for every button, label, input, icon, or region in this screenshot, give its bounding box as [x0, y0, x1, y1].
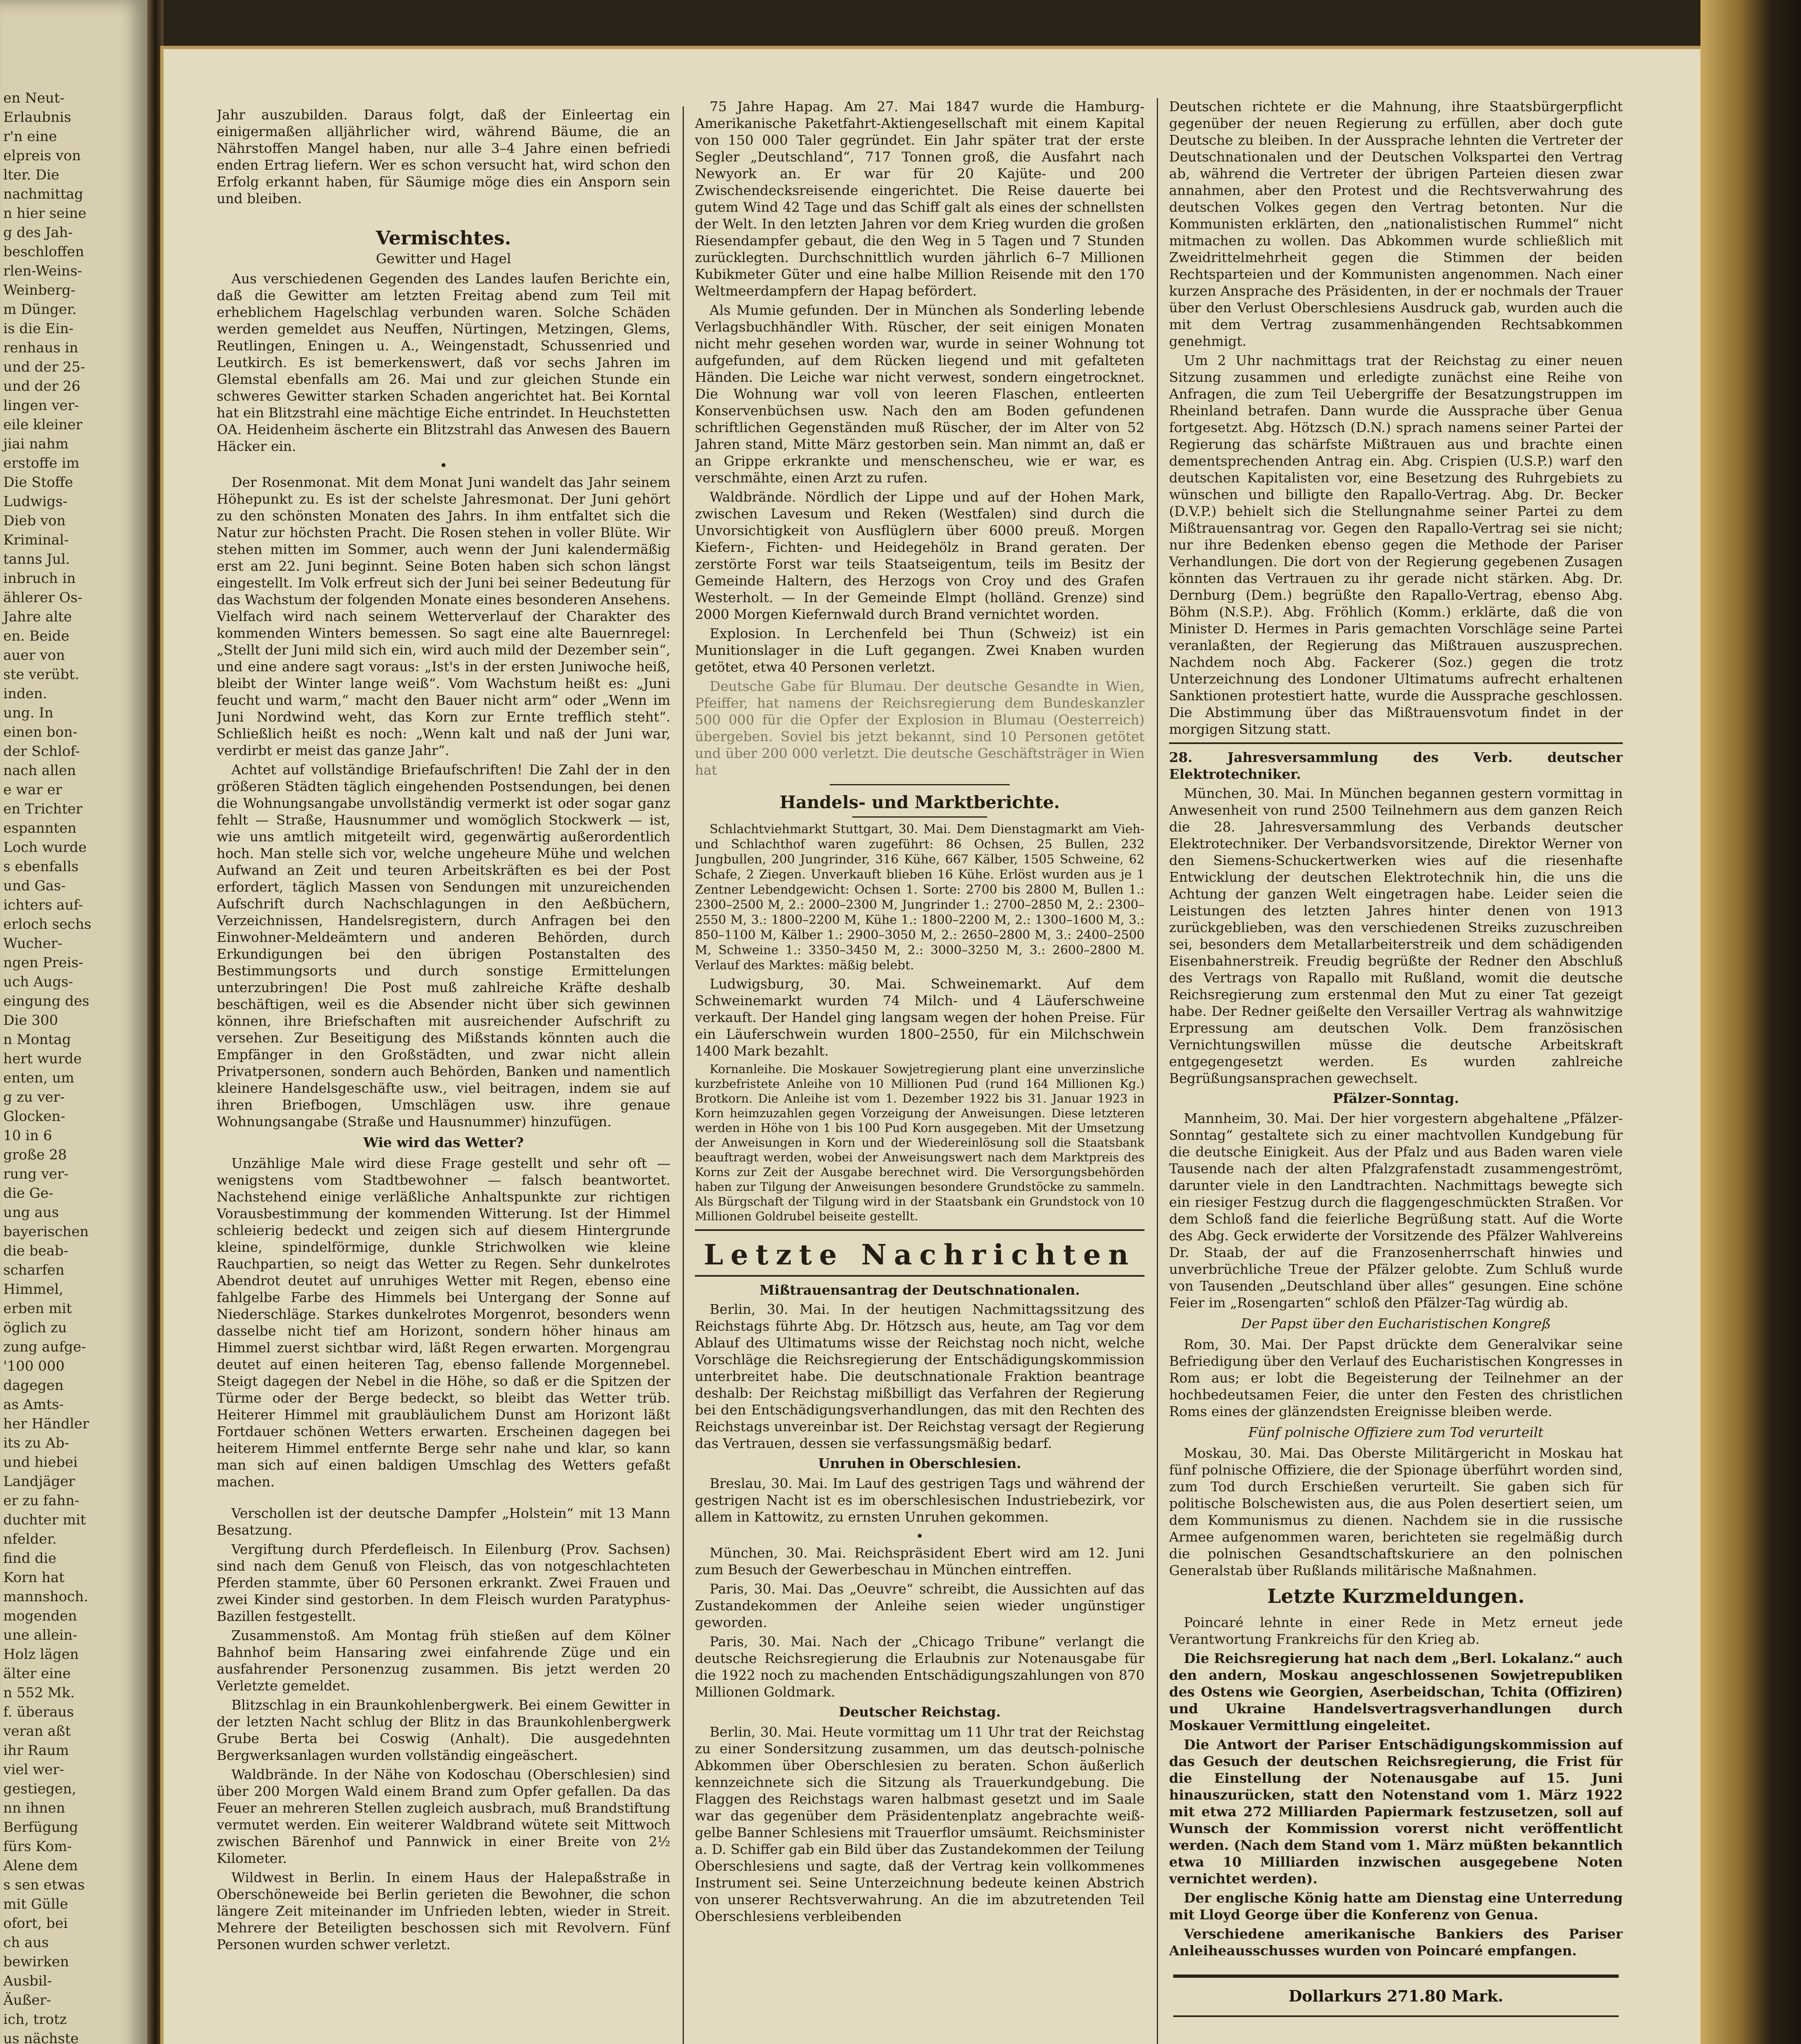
- rule-etech: [1169, 742, 1623, 744]
- article-reichstag-afternoon: Um 2 Uhr nachmittags trat der Reichstag zu einer neuen Sitzung zusammen und erledigte zunächst eine Reihe von Anfragen, die zum Teil Uebergriffe der Besatzungstruppen im Rheinland betrafen. Dann wurde die Aussprache über Genua fortgesetzt. Abg. Hötzsch (D.N.) sprach namens seiner Partei der Regierung das schärfste Mißtrauen aus und brachte einen dementsprechenden Antrag ein. Abg. Crispien (U.S.P.) warf den deutschen Kapitalisten vor, eine Besetzung des Ruhrgebiets zu wünschen und billigte den Rapallo-Vertrag. Abg. Dr. Becker (D.V.P.) behielt sich die Stellungnahme seiner Partei zu dem Mißtrauensantrag vor. Gegen den Rapallo-Vertrag sei sie nicht; nur ihre Bedenken ebenso gegen die Methode der Pariser Verhandlungen. Die dort von der Regierung gegebenen Zusagen könnten das Vertrauen zu ihr gerade nicht stärken. Abg. Dr. Dernburg (Dem.) begrüßte den Rapallo-Vertrag, ebenso Abg. Böhm (N.S.P.). Abg. Fröhlich (Komm.) erklärte, daß die von Minister D. Hermes in Paris gemachten Vorschläge seine Partei veranlaßten, der Regierung das Mißtrauen auszusprechen. Nachdem noch Abg. Fackerer (Soz.) gegen die trotz Unterzeichnung des Londoner Ultimatums aufrecht erhaltenen Sanktionen protestiert hatte, wurde die Aussprache geschlossen. Die Abstimmung über das Mißtrauensvotum findet in der morgigen Sitzung statt.: [1169, 352, 1623, 737]
- prev-page-line: ung aus: [3, 1204, 59, 1221]
- prev-page-line: mannshoch.: [3, 1589, 88, 1605]
- prev-page-line: '100 000: [3, 1358, 65, 1374]
- article-hapag: 75 Jahre Hapag. Am 27. Mai 1847 wurde die Hamburg-Amerikanische Paketfahrt-Aktiengesellschaft mit einem Kapital von 150 000 Taler gegründet. Ein Jahr später trat der erste Segler „Deutschland“, 717 Tonnen groß, die Ausfahrt nach Newyork an. Er war für 20 Kajüte- und 200 Zwischendecksreisende eingerichtet. Die Reise dauerte bei gutem Wind 42 Tage und das Schiff galt als eines der schnellsten der Welt. In den letzten Jahren vor dem Krieg wurden die großen Riesendampfer gebaut, die den Weg in 5 Tagen und 7 Stunden zurücklegten. Durchschnittlich wurden jährlich 6–7 Millionen Kubikmeter Güter und eine halbe Million Reisende mit den 170 Weltmeerdampfern der Hapag befördert.: [695, 99, 1145, 299]
- article-pfaelzer-sonntag: Mannheim, 30. Mai. Der hier vorgestern abgehaltene „Pfälzer-Sonntag“ gestaltete sich zu einer machtvollen Kundgebung für die deutsche Einigkeit. Aus der Pfalz und aus Baden waren viele Tausende nach der alten Pfalzgrafenstadt zusammengeströmt, darunter viele in den Landtrachten. Nachmittags bewegte sich ein riesiger Festzug durch die flaggengeschmückten Straßen. Vor dem Schloß fand die feierliche Begrüßung statt. Auf die Worte des Abg. Geck erwiderte der Vorsitzende des Pfälzer Wahlvereins Dr. Staab, der auf die Franzosenherrschaft hinwies und unverbrüchliche Treue der Pfälzer gelobte. Zum Schluß wurde von Tausenden „Deutschland über alles“ gesungen. Eine schöne Feier im „Rosengarten“ schloß den Pfälzer-Tag würdig ab.: [1169, 1110, 1623, 1311]
- prev-page-line: die Ge-: [3, 1185, 54, 1201]
- article-briefaufschriften: Achtet auf vollständige Briefaufschriften! Die Zahl der in den größeren Städten täglich eingehenden Postsendungen, bei denen die Wohnungsangabe unvollständig vermerkt ist oder sogar ganz fehlt — Straße, Hausnummer und womöglich Stockwerk — ist, wie uns amtlich mitgeteilt wird, gegenwärtig außerordentlich hoch. Man stelle sich vor, welche ungeheure Mühe und welchen Aufwand an Zeit und teuren Arbeitskräften es bei der Post erfordert, täglich Massen von Sendungen mit unzureichenden Aufschrift durch Nachschlagungen in den Aeßbüchern, Verzeichnissen, Handelsregistern, durch Anfragen bei den Einwohner-Meldeämtern und anderen Behörden, durch Erkundigungen bei den übrigen Postanstalten des Bestimmungsorts und durch sonstige Ermittelungen unterzubringen! Die Post muß zahlreiche Kräfte deshalb beschäftigen, weil es die Absender nicht über sich gewinnen können, ihre Briefschaften mit ausreichender Aufschrift zu versehen. Zur Beseitigung des Mißstands könnten auch die Empfänger in den Großstädten, und zwar nicht allein Privatpersonen, sondern auch Behörden, Banken und namentlich kleinere Handelsgeschäfte usw., viel beitragen, indem sie auf ihren Briefbogen, Umschlägen usw. ihre genaue Wohnungsangabe (Straße und Hausnummer) hinzufügen.: [217, 762, 670, 1130]
- newspaper-page: [164, 49, 1700, 2044]
- prev-page-line: ung. In: [3, 705, 54, 721]
- prev-page-line: dagegen: [3, 1377, 64, 1394]
- rule-after-news: [695, 1275, 1145, 1277]
- article-rosenmonat: Der Rosenmonat. Mit dem Monat Juni wandelt das Jahr seinem Höhepunkt zu. Es ist der schelste Jahresmonat. Der Juni gehört zu den schönsten Monaten des Jahrs. In ihm entfaltet sich die Natur zur höchsten Pracht. Die Rosen stehen in voller Blüte. Wir stehen mitten im Sommer, auch wenn der Juni kalendermäßig erst am 22. Juni beginnt. Seine Boten haben sich schon längst eingestellt. Im Volk erfreut sich der Juni bei seiner Bedeutung für das Wachstum der folgenden Monate eines besonderen Ansehens. Vielfach wird nach seinem Wetterverlauf der Charakter des kommenden Winters bemessen. So sagt eine alte Bauernregel: „Stellt der Juni mild sich ein, wird auch mild der Dezember sein“, und eine andere sagt voraus: „Ist's in der ersten Juniwoche heiß, bleibt der Winter lange weiß“. Vom Wachstum heißt es: „Juni feucht und warm,“ macht den Bauer nicht arm“ oder „Wenn im Juni Nordwind weht, das Korn zur Ernte trefflich steht“. Schließlich heißt es noch: „Wenn kalt und naß der Juni war, verdirbt er meist das ganze Jahr“.: [217, 474, 670, 758]
- prev-page-line: bayerischen: [3, 1224, 89, 1240]
- prev-page-line: f. überaus: [3, 1704, 74, 1720]
- prev-page-line: renhaus in: [3, 340, 78, 356]
- prev-page-line: s ebenfalls: [3, 858, 79, 875]
- prev-page-line: ch aus: [3, 1934, 49, 1951]
- prev-page-line: Landjäger: [3, 1473, 75, 1490]
- article-reichstag-cont: Deutschen richtete er die Mahnung, ihre Staatsbürgerpflicht gegenüber der neuen Regierung zu erfüllen, aber doch gute Deutsche zu bleiben. In der Aussprache lehnten die Vertreter der Deutschnationalen und der Deutschen Volkspartei den Vertrag ab, während die Vertreter der übrigen Parteien diesen zwar annahmen, aber den Protest und die Rechtsverwahrung des deutschen Volkes gegen den Vertrag betonten. Nur die Kommunisten erklärten, den „nationalistischen Rummel“ nicht mitmachen zu wollen. Das Abkommen wurde schließlich mit Zweidrittelmehrheit gegen die Stimmen der beiden Rechtsparteien und der Kommunisten angenommen. Nach einer kurzen Ansprache des Präsidenten, in der er nochmals der Trauer über den Verlust Oberschlesiens Ausdruck gab, wurden auch die mit dem Vertrag zusammenhängenden Rechtsabkommen genehmigt.: [1169, 99, 1623, 349]
- article-polnische-offiziere: Moskau, 30. Mai. Das Oberste Militärgericht in Moskau hat fünf polnische Offiziere, die der Spionage überführt worden sind, zum Tod durch Erschießen verurteilt. Sie gaben sich für politische Bolschewisten aus, die aus Polen desertiert seien, um dem Kommunismus zu dienen. Nachdem sie in die russische Armee aufgenommen waren, berichteten sie regelmäßig durch die polnischen Gesandtschaftskuriere an den polnischen Generalstab über Rußlands militärische Maßnahmen.: [1169, 1445, 1623, 1578]
- prev-page-line: n hier seine: [3, 205, 87, 222]
- rule-before-market: [830, 784, 1010, 785]
- prev-page-line: n 552 Mk.: [3, 1685, 75, 1701]
- article-schlachtvieh: Schlachtviehmarkt Stuttgart, 30. Mai. Dem Dienstagmarkt am Vieh- und Schlachthof waren zugeführt: 86 Ochsen, 25 Bullen, 232 Jungbullen, 200 Jungrinder, 316 Kühe, 667 Kälber, 1505 Schweine, 62 Schafe, 2 Ziegen. Unverkauft blieben 16 Kühe. Erlöst wurden aus je 1 Zentner Lebendgewicht: Ochsen 1. Sorte: 2700 bis 2800 M, Bullen 1.: 2300–2500 M, 2.: 2000–2300 M, Jungrinder 1.: 2700–2850 M, 2.: 2300–2550 M, 3.: 1800–2200 M, Kühe 1.: 1800–2200 M, 2.: 1300–1600 M, 3.: 850–1100 M, Kälber 1.: 2900–3050 M, 2.: 2650–2800 M, 3.: 2400–2500 M, Schweine 1.: 3350–3450 M, 2.: 3000–3250 M, 3.: 2600–2800 M. Verlauf des Marktes: mäßig belebt.: [695, 822, 1145, 973]
- prev-page-line: und der 26: [3, 378, 81, 394]
- prev-page-line: espannten: [3, 820, 77, 836]
- prev-page-line: bewirken: [3, 1954, 69, 1970]
- news-subtitle: Mißtrauensantrag der Deutschnationalen.: [759, 1282, 1080, 1298]
- article-explosion: Explosion. In Lerchenfeld bei Thun (Schweiz) ist ein Munitionslager in die Luft gegangen. Zwei Knaben wurden getötet, etwa 40 Personen verletzt.: [695, 625, 1145, 675]
- prev-page-line: Glocken-: [3, 1108, 65, 1125]
- article-papst: Rom, 30. Mai. Der Papst drückte dem Generalvikar seine Befriedigung über den Verlauf des Eucharistischen Kongresses in Rom aus; er lobt die Begeisterung der Teilnehmer an der hochbedeutsamen Feier, die unter den Festen des christlichen Roms eines der glänzendsten Ereignisse bleiben werde.: [1169, 1336, 1623, 1419]
- prev-page-line: jiai nahm: [3, 436, 69, 452]
- article-ludwigsburg: Ludwigsburg, 30. Mai. Schweinemarkt. Auf dem Schweinemarkt wurden 74 Milch- und 4 Läuferschweine verkauft. Der Handel ging langsam wegen der hohen Preise. Für ein Läuferschwein wurden 1800–2550, für ein Milchschwein 1400 Mark bezahlt.: [695, 976, 1145, 1059]
- prev-page-line: mit Gülle: [3, 1896, 68, 1912]
- article-reichstag: Berlin, 30. Mai. Heute vormittag um 11 Uhr trat der Reichstag zu einer Sondersitzung zusammen, um das deutsch-polnische Abkommen über Oberschlesien zu beraten. Schon äußerlich kennzeichnete sich die Sitzung als Trauerkundgebung. Die Flaggen des Reichstags waren halbmast gesetzt und im Saale war das gegenüber dem Präsidentenplatz angebrachte weiß-gelbe Banner Schlesiens mit Trauerflor umsäumt. Reichsminister a. D. Schiffer gab ein Bild über das Zustandekommen der Teilung Oberschlesiens und sagte, daß der Vertrag kein vollkommenes Instrument sei. Seine Unterzeichnung bedeute keinen Abstrich von unserer Rechtsverwahrung. An die im abzutretenden Teil Oberschlesiens verbleibenden: [695, 1724, 1145, 1924]
- prev-page-line: r'n eine: [3, 128, 57, 145]
- article-waldbraende-1: Waldbrände. In der Nähe von Kodoschau (Oberschlesien) sind über 200 Morgen Wald einem Brand zum Opfer gefallen. Da das Feuer an mehreren Stellen zugleich ausbrach, muß Brandstiftung vermutet werden. Ein weiterer Waldbrand wütete seit Mittwoch zwischen Bärenhof und Pannwick in einer Breite von 2½ Kilometer.: [217, 1766, 670, 1866]
- column-2: [695, 98, 1145, 2044]
- prev-page-line: viel wer-: [3, 1762, 64, 1778]
- prev-page-line: is die Ein-: [3, 320, 74, 337]
- prev-page-line: hert wurde: [3, 1051, 82, 1067]
- unrest-title: Unruhen in Oberschlesien.: [818, 1455, 1021, 1471]
- prev-page-line: rlen-Weins-: [3, 263, 82, 279]
- article-misstrauensantrag: Berlin, 30. Mai. In der heutigen Nachmittagssitzung des Reichstags führte Abg. Dr. Hötzsch aus, heute, am Tag vor dem Ablauf des Ultimatums wisse der Reichstag noch nicht, welche Vorschläge die Reichsregierung der Entschädigungskommission unterbreitet habe. Die deutschnationale Fraktion beantrage deshalb: Der Reichstag mißbilligt das Verfahren der Regierung bei den Entschädigungsverhandlungen, das mit den Rechten des Reichstags unvereinbar ist. Der Reichstag versagt der Regierung das Vertrauen, dessen sie verfassungsmäßig bedarf.: [695, 1301, 1145, 1451]
- prev-page-line: duchter mit: [3, 1512, 86, 1528]
- prev-page-line: veran aßt: [3, 1723, 71, 1739]
- prev-page-line: rung ver-: [3, 1166, 69, 1182]
- prev-page-line: Die Stoffe: [3, 474, 73, 491]
- polish-title: Fünf polnische Offiziere zum Tod verurteilt: [1248, 1424, 1543, 1440]
- prev-page-line: uch Augs-: [3, 974, 73, 990]
- prev-page-line: inbruch in: [3, 570, 76, 587]
- prev-page-line: tanns Jul.: [3, 551, 70, 567]
- rule-before-news: [695, 1229, 1145, 1231]
- prev-page-line: its zu Ab-: [3, 1435, 69, 1451]
- prev-page-line: nachmittag: [3, 186, 83, 202]
- prev-page-line: erloch sechs: [3, 916, 92, 932]
- prev-page-line: Jahre alte: [3, 609, 72, 625]
- prev-page-line: s sen etwas: [3, 1877, 85, 1893]
- article-mumie: Als Mumie gefunden. Der in München als Sonderling lebende Verlagsbuchhändler With. Rüscher, der seit einigen Monaten nicht mehr gesehen worden war, wurde in seiner Wohnung tot aufgefunden, auf dem Rücken liegend und mit gefalteten Händen. Die Leiche war nicht verwest, sondern eingetrocknet. Die Wohnung war voll von leeren Flaschen, entleerten Konservenbüchsen usw. Nach den am Boden gefundenen schriftlichen Gegenständen muß Rüscher, der im Alter von 52 Jahren stand, Mitte März gestorben sein. Man nimmt an, daß er an Grippe erkrankte und menschenscheu, wie er war, es verschmähte, einen Arzt zu rufen.: [695, 302, 1145, 486]
- prev-page-line: inden.: [3, 686, 47, 702]
- pope-title: Der Papst über den Eucharistischen Kongreß: [1241, 1316, 1551, 1331]
- prev-page-line: en Neut-: [3, 90, 65, 106]
- article-vergiftung: Vergiftung durch Pferdefleisch. In Eilenburg (Prov. Sachsen) sind nach dem Genuß von Fleisch, das von notgeschlachteten Pferden stammte, über 60 Personen erkrankt. Zwei Frauen und zwei Kinder sind gestorben. In dem Fleisch wurden Paratyphus-Bazillen festgestellt.: [217, 1541, 670, 1624]
- prev-page-line: Holz lägen: [3, 1646, 79, 1663]
- prev-page-line: Korn hat: [3, 1569, 65, 1586]
- col1-intro: Jahr auszubilden. Daraus folgt, daß der Einleertag ein einigermaßen alljährlicher wird, während Bäume, die an Nährstoffen Mangel haben, nur alle 3–4 Jahre einen befriedi enden Ertrag liefern. Wer es schon versucht hat, wird schon den Erfolg erkannt haben, für Säumige möge dies ein Ansporn sein und bleiben.: [217, 107, 670, 206]
- prev-page-line: as Amts-: [3, 1396, 64, 1413]
- column-1: [217, 106, 670, 2044]
- separator-dot: •: [439, 457, 448, 473]
- section-title-vermischtes: Vermischtes.: [376, 227, 511, 249]
- prev-page-line: und hiebei: [3, 1454, 78, 1470]
- prev-page-line: ngen Preis-: [3, 955, 83, 971]
- prev-page-line: erstoffe im: [3, 455, 80, 471]
- article-kornanleihe: Kornanleihe. Die Moskauer Sowjetregierung plant eine unverzinsliche kurzbefristete Anleihe von 10 Millionen Pud (rund 164 Millionen Kg.) Brotkorn. Die Anleihe ist vom 1. Dezember 1922 bis 31. Januar 1923 in Korn heimzuzahlen gegen Vorzeigung der Anweisungen. Diese letzteren werden in Höhe von 1 bis 100 Pud Korn ausgegeben. Mit der Umsetzung der Anweisungen in Korn und der Wiedereinlösung soll die Staatsbank beauftragt werden, wobei der Anweisungswert nach dem Marktpreis des Korns zur Zeit der Ausgabe berechnet wird. Die Versorgungsbehörden haben zur Tilgung der Anweisungen besondere Grundstöcke zu sammeln. Als Bürgschaft der Tilgung wird in der Staatsbank ein Grundstock von 10 Millionen Goldrubel beiseite gestellt.: [695, 1062, 1145, 1223]
- prev-page-line: Ausbil-: [3, 1973, 52, 1989]
- prev-page-line: nach allen: [3, 762, 76, 779]
- prev-page-line: ste verübt.: [3, 666, 79, 683]
- article-blumau: Deutsche Gabe für Blumau. Der deutsche Gesandte in Wien, Pfeiffer, hat namens der Reichsregierung dem Bundeskanzler 500 000 für die Opfer der Explosion in Blumau (Oesterreich) übergeben. Soviel bis jetzt bekannt, sind 10 Personen getötet und über 200 000 verletzt. Die deutsche Geschäftsträger in Wien hat: [695, 678, 1145, 778]
- brief-title: Letzte Kurzmeldungen.: [1267, 1585, 1525, 1608]
- article-breslau: Breslau, 30. Mai. Im Lauf des gestrigen Tags und während der gestrigen Nacht ist es im oberschlesischen Industriebezirk, vor allem in Kattowitz, zu ernsten Unruhen gekommen.: [695, 1475, 1145, 1525]
- prev-page-line: Weinberg-: [3, 282, 76, 298]
- prev-page-line: Wucher-: [3, 935, 63, 952]
- market-title: Handels- und Marktberichte.: [780, 792, 1060, 812]
- prev-page-line: der Schlof-: [3, 743, 80, 760]
- brief-englischer-koenig: Der englische König hatte am Dienstag eine Unterredung mit Lloyd George über die Konferenz von Genua.: [1169, 1890, 1623, 1923]
- prev-page-line: her Händler: [3, 1416, 89, 1432]
- pfalz-title: Pfälzer-Sonntag.: [1333, 1090, 1459, 1106]
- prev-page-line: Ludwigs-: [3, 493, 67, 510]
- prev-page-line: ählerer Os-: [3, 589, 83, 606]
- prev-page-line: einen bon-: [3, 724, 78, 740]
- article-wetter: Unzählige Male wird diese Frage gestellt und sehr oft — wenigstens vom Stadtbewohner — falsch beantwortet. Nachstehend einige verläßliche Anhaltspunkte zur richtigen Vorausbestimmung der kommenden Witterung. Ist der Himmel schleierig bedeckt und zeigen sich auf diesem Hintergrunde kleine, spindelförmige, dunkle Strichwolken wie kleine Rauchpartien, so neigt das Wetter zu Regen. Sehr dunkelrotes Abendrot deutet auf unruhiges Wetter mit Regen, ebenso eine fahlgelbe Farbe des Himmels bei Untergang der Sonne auf Niederschläge. Starkes dunkelrotes Morgenrot, besonders wenn dasselbe nicht tief am Horizont, sondern höher hinaus am Himmel zuerst sichtbar wird, läßt Regen erwarten. Morgengrau deutet auf einen heiteren Tag, ebenso fallende Morgennebel. Steigt dagegen der Nebel in die Höhe, so daß er die Spitzen der Türme oder der Berge bedeckt, so bleibt das Wetter trüb. Heiterer Himmel mit graubläulichem Dunst am Horizont läßt Fortdauer schönen Wetters erwarten. Erscheinen dagegen bei heiterem Himmel entfernte Berge sehr nahe und klar, so kann man sich auf einen baldigen Umschlag des Wetters gefaßt machen.: [217, 1155, 670, 1490]
- article-gewitter: Aus verschiedenen Gegenden des Landes laufen Berichte ein, daß die Gewitter am letzten Freitag abend zum Teil mit erheblichem Hagelschlag verbunden waren. Solche Schäden werden gemeldet aus Neuffen, Nürtingen, Metzingen, Glems, Reutlingen, Eningen u. A., Weingenstadt, Schussenried und Leutkirch. Es ist bemerkenswert, daß vor sechs Jahren im Glemstal ebenfalls am 26. Mai und zur gleichen Stunde ein schweres Gewitter starken Schaden angerichtet hat. Bei Korntal hat ein Blitzstrahl eine mächtige Eiche entrindet. In Heuchstetten OA. Heidenheim äscherte ein Blitzstrahl das Anwesen des Bauern Häcker ein.: [217, 271, 670, 454]
- prev-page-line: en. Beide: [3, 628, 69, 644]
- article-wildwest: Wildwest in Berlin. In einem Haus der Halepaßstraße in Oberschöneweide bei Berlin gerieten die Bewohner, die schon längere Zeit miteinander im Unfrieden lebten, wieder in Streit. Mehrere der Beteiligten beschossen sich mit Revolvern. Fünf Personen wurden schwer verletzt.: [217, 1869, 670, 1952]
- prev-page-line: auer von: [3, 647, 65, 663]
- news-title: Letzte Nachrichten: [703, 1239, 1136, 1271]
- prev-page-line: und Gas-: [3, 878, 66, 894]
- article-zusammenstoss: Zusammenstoß. Am Montag früh stießen auf dem Kölner Bahnhof beim Hansaring zwei einfahrende Züge und ein ausfahrender Personenzug zusammen. Bis jetzt werden 20 Verletzte gemeldet.: [217, 1627, 670, 1694]
- prev-page-line: find die: [3, 1550, 56, 1567]
- prev-page-line: Äußer-: [3, 1992, 52, 2008]
- prev-page-line: lter. Die: [3, 167, 60, 183]
- prev-page-line: gestiegen,: [3, 1781, 76, 1797]
- dollar-rule-bottom: [1173, 2015, 1619, 2017]
- prev-page-line: g des Jah-: [3, 224, 73, 241]
- prev-page-line: Erlaubnis: [3, 109, 72, 126]
- article-muenchen-ebert: München, 30. Mai. Reichspräsident Ebert wird am 12. Juni zum Besuch der Gewerbeschau in München eintreffen.: [695, 1545, 1145, 1578]
- prev-page-line: Dieb von: [3, 513, 66, 529]
- prev-page-line: Loch wurde: [3, 839, 87, 856]
- column-3: [1169, 98, 1623, 2028]
- prev-page-line: n Montag: [3, 1031, 71, 1048]
- prev-page-line: nfelder.: [3, 1531, 57, 1547]
- prev-page-line: une allein-: [3, 1627, 78, 1643]
- prev-page-line: älter eine: [3, 1665, 71, 1682]
- prev-page-line: beschloffen: [3, 244, 84, 260]
- prev-page-line: und der 25-: [3, 359, 85, 375]
- prev-page-line: e war er: [3, 782, 62, 798]
- dollar-rule-top: [1173, 1975, 1619, 1978]
- prev-page-line: Kriminal-: [3, 532, 69, 548]
- weather-title: Wie wird das Wetter?: [363, 1134, 524, 1150]
- prev-page-line: er zu fahn-: [3, 1493, 79, 1509]
- book-cover-edge: [1700, 0, 1801, 2044]
- column-divider-2: [1157, 98, 1158, 2044]
- subtitle-gewitter: Gewitter und Hagel: [376, 251, 511, 267]
- prev-page-line: 10 in 6: [3, 1127, 52, 1144]
- prev-page-line: m Dünger.: [3, 301, 77, 318]
- prev-page-line: ich, trotz: [3, 2011, 67, 2028]
- prev-page-line: Berfügung: [3, 1819, 78, 1836]
- prev-page-line: mogenden: [3, 1608, 77, 1624]
- prev-page-line: ihr Raum: [3, 1742, 69, 1759]
- prev-page-line: lingen ver-: [3, 397, 79, 414]
- previous-page-fragment: [0, 0, 147, 2044]
- prev-page-line: Himmel,: [3, 1281, 63, 1298]
- article-waldbraende-2: Waldbrände. Nördlich der Lippe und auf der Hohen Mark, zwischen Lavesum und Reken (Westfalen) sind durch die Unvorsichtigkeit von Ausflüglern über 6000 preuß. Morgen Kiefern-, Fichten- und Heidegehölz in Brand geraten. Der zerstörte Forst war teils Staatseigentum, teils im Besitz der Gemeinde Haltern, des Herzogs von Croy und des Grafen Westerholt. — In der Gemeinde Elmpt (holländ. Grenze) sind 2000 Morgen Kiefernwald durch Brand vernichtet worden.: [695, 489, 1145, 622]
- article-elektrotechniker: München, 30. Mai. In München begannen gestern vormittag in Anwesenheit von rund 2500 Teilnehmern aus dem ganzen Reich die 28. Jahresversammlung des Verbands deutscher Elektrotechniker. Der Verbandsvorsitzende, Direktor Werner von den Siemens-Schuckertwerken wies auf die riesenhafte Entwicklung der deutschen Elektrotechnik hin, die uns die Achtung der ganzen Welt eingetragen habe. Leider seien die Leistungen des letzten Jahres hinter denen von 1913 zurückgeblieben, was den verschiedenen Streiks zuzuschreiben sei, besonders dem Metallarbeiterstreik und dem schädigenden Eisenbahnerstreik. Freudig begrüßte der Redner den Abschluß des Vertrags von Rapallo mit Rußland, womit die deutsche Reichsregierung zum erstenmal den Mut zu einer Tat gezeigt habe. Der Redner geißelte den Versailler Vertrag als wahnwitzige Erpressung am deutschen Volk. Dem französischen Vernichtungswillen müsse die deutsche Arbeitskraft entgegengesetzt werden. Es wurden zahlreiche Begrüßungsansprachen gewechselt.: [1169, 785, 1623, 1086]
- prev-page-line: fürs Kom-: [3, 1838, 72, 1855]
- etech-title: 28. Jahresversammlung des Verb. deutscher Elektrotechniker.: [1169, 749, 1623, 782]
- prev-page-line: en Trichter: [3, 801, 83, 817]
- prev-page-line: eile kleiner: [3, 417, 83, 433]
- article-verschollen: Verschollen ist der deutsche Dampfer „Holstein“ mit 13 Mann Besatzung.: [217, 1505, 670, 1538]
- brief-bankiers: Verschiedene amerikanische Bankiers des Pariser Anleiheausschusses wurden von Poincaré empfangen.: [1169, 1926, 1623, 1959]
- prev-page-line: ichters auf-: [3, 897, 83, 913]
- prev-page-line: us nächste: [3, 2031, 79, 2044]
- article-paris-chicago: Paris, 30. Mai. Nach der „Chicago Tribune“ verlangt die deutsche Reichsregierung die Erlaubnis zur Notenausgabe für die 1922 noch zu machenden Entschädigungszahlungen von 870 Millionen Goldmark.: [695, 1634, 1145, 1700]
- separator-dot-2: •: [916, 1528, 924, 1544]
- column-divider-1: [683, 106, 684, 2044]
- prev-page-line: zung aufge-: [3, 1339, 86, 1355]
- prev-page-line: nn ihnen: [3, 1800, 65, 1816]
- prev-page-line: eingung des: [3, 993, 90, 1009]
- prev-page-line: g zu ver-: [3, 1089, 65, 1105]
- prev-page-line: erben mit: [3, 1300, 72, 1317]
- reichstag-title: Deutscher Reichstag.: [838, 1704, 1001, 1720]
- prev-page-line: enten, um: [3, 1070, 74, 1086]
- brief-handelsvertrag: Die Reichsregierung hat nach dem „Berl. Lokalanz.“ auch den andern, Moskau angeschlossenen Sowjetrepubliken des Ostens wie Georgien, Aserbeidschan, Tchita (Offiziren) und Ukraine Handelsvertragsverhandlungen durch Moskauer Vermittlung eingeleitet.: [1169, 1650, 1623, 1733]
- prev-page-line: elpreis von: [3, 148, 81, 164]
- prev-page-line: scharfen: [3, 1262, 65, 1278]
- article-paris-oeuvre: Paris, 30. Mai. Das „Oeuvre“ schreibt, die Aussichten auf das Zustandekommen der Anleihe seien wieder ungünstiger geworden.: [695, 1581, 1145, 1630]
- prev-page-line: große 28: [3, 1147, 67, 1163]
- dollar-rate: Dollarkurs 271.80 Mark.: [1288, 1987, 1503, 2005]
- rule-after-market: [852, 816, 987, 818]
- prev-page-line: öglich zu: [3, 1320, 67, 1336]
- brief-poincare: Poincaré lehnte in einer Rede in Metz erneut jede Verantwortung Frankreichs für den Krieg ab.: [1169, 1614, 1623, 1647]
- prev-page-line: Die 300: [3, 1012, 58, 1029]
- prev-page-line: Alene dem: [3, 1858, 78, 1874]
- prev-page-line: ofort, bei: [3, 1915, 68, 1932]
- brief-entschaedigung: Die Antwort der Pariser Entschädigungskommission auf das Gesuch der deutschen Reichsregierung, die Frist für die Einstellung der Notenausgabe auf 15. Juni hinauszurücken, statt den Notenstand vom 1. März 1922 mit etwa 272 Milliarden Papiermark festzusetzen, soll auf Wunsch der Kommission vorerst nicht veröffentlicht werden. (Nach dem Stand vom 1. März müßten bekanntlich etwa 10 Milliarden inzwischen ausgegebene Noten vernichtet werden).: [1169, 1737, 1623, 1887]
- book-binding: [147, 0, 164, 2044]
- article-blitzschlag: Blitzschlag in ein Braunkohlenbergwerk. Bei einem Gewitter in der letzten Nacht schlug der Blitz in das Braunkohlenbergwerk Grube Berta bei Coswig (Anhalt). Die ausgedehnten Bergwerksanlagen wurden vollständig eingeäschert.: [217, 1697, 670, 1763]
- prev-page-line: die beab-: [3, 1243, 68, 1259]
